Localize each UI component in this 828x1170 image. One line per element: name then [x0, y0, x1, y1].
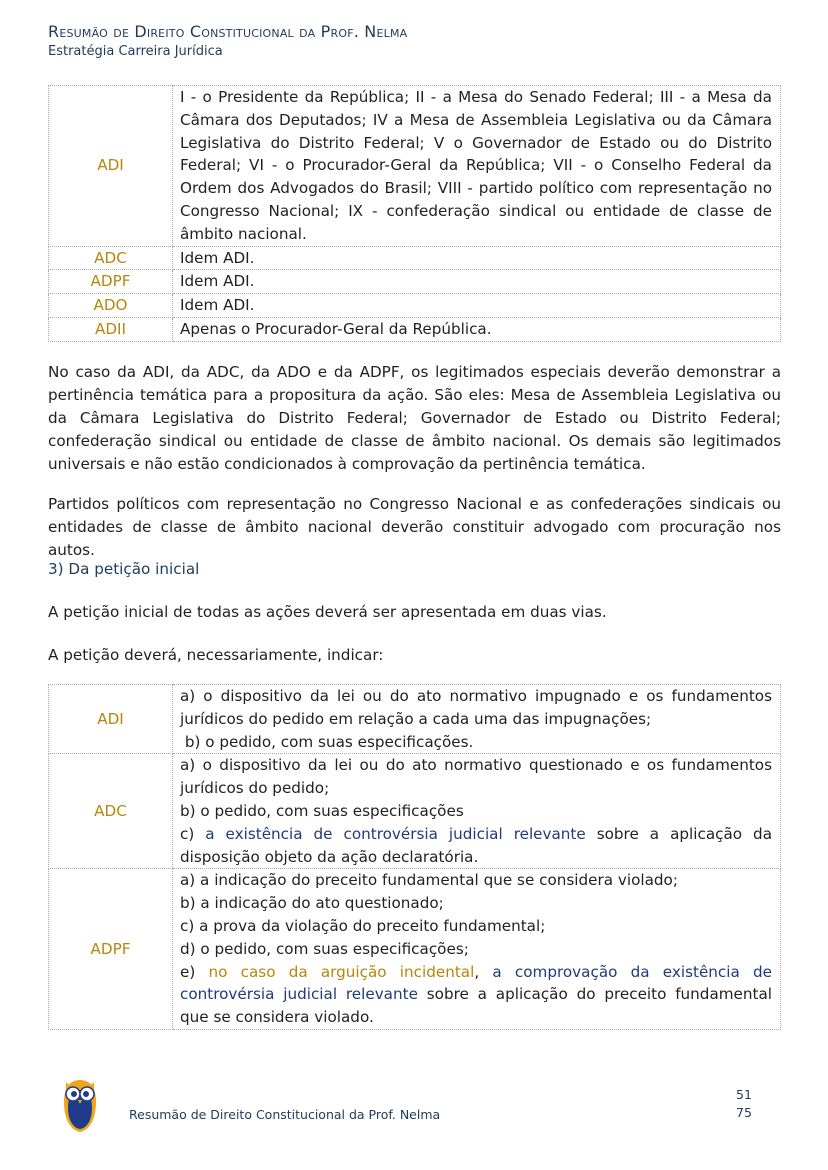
table-row: [49, 86, 781, 247]
table-row: [49, 685, 781, 754]
item-e-prefix: e): [180, 962, 209, 981]
item-e-gold: no caso da arguição incidental: [208, 962, 475, 981]
page-header: [48, 22, 407, 59]
paragraph-duas-vias: A petição inicial de todas as ações deverá ser apresentada em duas vias.: [48, 603, 607, 621]
row-label: ADPF: [49, 270, 173, 294]
row-label: ADI: [49, 685, 173, 754]
row-label: ADC: [49, 754, 173, 869]
peticao-table: [48, 684, 781, 1030]
row-text: [173, 869, 781, 1030]
item-d: d) o pedido, com suas especificações;: [180, 939, 469, 958]
footer-title: Resumão de Direito Constitucional da Prof. Nelma: [129, 1107, 441, 1122]
paragraph-indicar: A petição deverá, necessariamente, indicar:: [48, 646, 384, 664]
item-e-suffix: sobre a aplicação do preceito fundamental que se considera violado.: [180, 985, 772, 1027]
paragraph-partidos: Partidos políticos com representação no Congresso Nacional e as confederações sindicais ou entidades de classe de âmbito nacional deverão constituir advogado com procuração nos autos.: [48, 495, 781, 559]
current-page: 51: [736, 1087, 752, 1102]
item-c-highlight: a existência de controvérsia judicial relevante: [205, 824, 586, 843]
table-row: [49, 317, 781, 341]
row-label: ADC: [49, 246, 173, 270]
item-c: c) a prova da violação do preceito fundamental;: [180, 916, 546, 935]
table-row: [49, 270, 781, 294]
table-row: [49, 869, 781, 1030]
item-c-suffix: sobre a aplicação da disposição objeto da ação declaratória.: [180, 824, 772, 866]
row-label: ADPF: [49, 869, 173, 1030]
item-b: b) o pedido, com suas especificações: [180, 801, 464, 820]
item-e: [180, 961, 772, 1029]
table-row: [49, 246, 781, 270]
header-title: Resumão de Direito Constitucional da Prof. Nelma: [48, 22, 408, 41]
row-text: [173, 685, 781, 754]
paragraph-pertinencia: No caso da ADI, da ADC, da ADO e da ADPF, os legitimados especiais deverão demonstrar a pertinência temática para a propositura da ação. São eles: Mesa de Assembleia Legislativa ou da Câmara Legislativa do Distrito Federal; Governador de Estado ou Distrito Federal; confederação sindical ou entidade de classe de âmbito nacional. Os demais são legitimados universais e não estão condicionados à comprovação da pertinência temática.: [48, 363, 781, 473]
table-row: [49, 294, 781, 318]
row-text: Apenas o Procurador-Geral da República.: [173, 317, 781, 341]
row-label: ADI: [49, 86, 173, 247]
item-c-prefix: c): [180, 824, 206, 843]
row-text: Idem ADI.: [173, 270, 781, 294]
page-number: [736, 1086, 752, 1122]
row-text: I - o Presidente da República; II - a Mesa do Senado Federal; III - a Mesa da Câmara dos Deputados; IV a Mesa de Assembleia Legislativa ou da Câmara Legislativa do Distrito Federal; V o Governador de Estado ou do Distrito Federal; VI - o Procurador-Geral da República; VII - o Conselho Federal da Ordem dos Advogados do Brasil; VIII - partido político com representação no Congresso Nacional; IX - confederação sindical ou entidade de classe de âmbito nacional.: [173, 86, 781, 247]
total-pages: 75: [736, 1105, 752, 1120]
row-text: Idem ADI.: [173, 294, 781, 318]
item-b: b) a indicação do ato questionado;: [180, 894, 444, 913]
item-a: a) o dispositivo da lei ou do ato normativo impugnado e os fundamentos jurídicos do pedido em relação a cada uma das impugnações;: [180, 687, 772, 728]
section-title: 3) Da petição inicial: [48, 560, 200, 578]
row-label: ADII: [49, 317, 173, 341]
item-e-comma: ,: [474, 962, 493, 981]
row-label: ADO: [49, 294, 173, 318]
row-text: [173, 754, 781, 869]
owl-logo-icon: [62, 1076, 98, 1134]
item-c: [180, 823, 772, 869]
item-e-blue: a comprovação da existência de controvérsia judicial relevante: [180, 962, 773, 1004]
item-a: a) o dispositivo da lei ou do ato normativo questionado e os fundamentos jurídicos do pedido;: [180, 756, 772, 798]
row-text: Idem ADI.: [173, 246, 781, 270]
item-a: a) a indicação do preceito fundamental que se considera violado;: [180, 871, 678, 890]
table-row: [49, 754, 781, 869]
header-subtitle: Estratégia Carreira Jurídica: [48, 44, 223, 59]
item-b: b) o pedido, com suas especificações.: [180, 732, 474, 751]
legitimados-table: [48, 85, 781, 342]
